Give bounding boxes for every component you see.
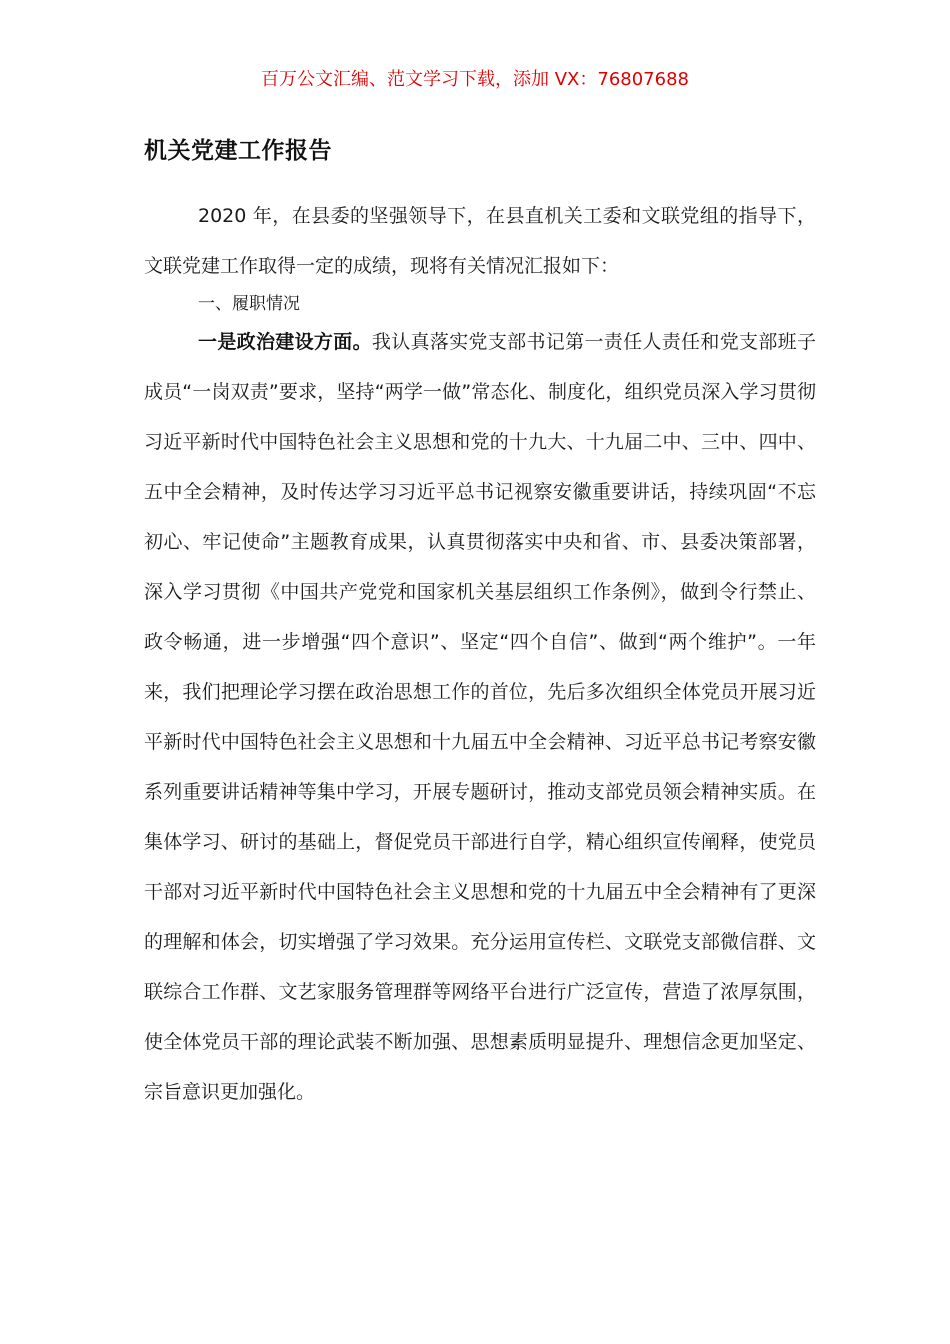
- paragraph-body: 我认真落实党支部书记第一责任人责任和党支部班子成员“一岗双责”要求，坚持“两学一做”常态化、制度化，组织党员深入学习贯彻习近平新时代中国特色社会主义思想和党的十九大、十九届二中、三中、四中、五中全会精神，及时传达学习习近平总书记视察安徽重要讲话，持续巩固“不忘初心、牢记使命”主题教育成果，认真贯彻落实中央和省、市、县委决策部署，深入学习贯彻《中国共产党党和国家机关基层组织工作条例》，做到令行禁止、政令畅通，进一步增强“四个意识”、坚定“四个自信”、做到“两个维护”。一年来，我们把理论学习摆在政治思想工作的首位，先后多次组织全体党员开展习近平新时代中国特色社会主义思想和十九届五中全会精神、习近平总书记考察安徽系列重要讲话精神等集中学习，开展专题研讨，推动支部党员领会精神实质。在集体学习、研讨的基础上，督促党员干部进行自学，精心组织宣传阐释，使党员干部对习近平新时代中国特色社会主义思想和党的十九届五中全会精神有了更深的理解和体会，切实增强了学习效果。充分运用宣传栏、文联党支部微信群、文联综合工作群、文艺家服务管理群等网络平台进行广泛宣传，营造了浓厚氛围，使全体党员干部的理论武装不断加强、思想素质明显提升、理想信念更加坚定、宗旨意识更加强化。: [144, 331, 816, 1103]
- section-heading: 一、履职情况: [198, 294, 300, 314]
- document-title: 机关党建工作报告: [144, 138, 332, 164]
- paragraph-lead: 一是政治建设方面。: [198, 331, 372, 353]
- paragraph-political-construction: [144, 317, 816, 1117]
- header-promo-note: 百万公文汇编、范文学习下载，添加 VX：76807688: [261, 69, 689, 90]
- intro-paragraph: 2020 年，在县委的坚强领导下，在县直机关工委和文联党组的指导下，文联党建工作取得一定的成绩，现将有关情况汇报如下：: [144, 205, 816, 277]
